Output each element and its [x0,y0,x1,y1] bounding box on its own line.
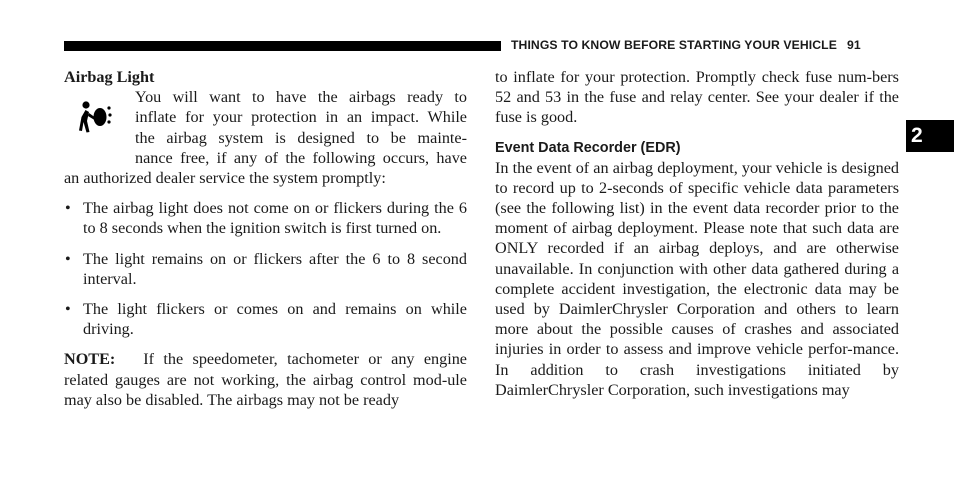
list-item: • The light remains on or flickers after the 6 to 8 second interval. [65,249,467,288]
right-column [495,67,899,400]
note-text: If the speedometer, tachometer or any engine related gauges are not working, the airbag control mod-ule may also be disabled. The airbags may not be ready [64,350,467,409]
list-item: • The airbag light does not come on or flickers during the 6 to 8 seconds when the ignition switch is first turned on. [65,199,467,238]
note-paragraph [64,349,467,410]
intro-line: the airbag system is designed to be mainte- [135,128,467,147]
airbag-conditions-list [64,198,467,339]
intro-line: You will want to have the airbags ready to [135,88,467,107]
continuation-paragraph: to inflate for your protection. Promptly check fuse num-bers 52 and 53 in the fuse and relay center. See your dealer if the fuse is good. [495,68,899,127]
bullet-icon: • [65,199,71,218]
header-rule [64,41,501,51]
left-column [64,67,467,410]
header-title: THINGS TO KNOW BEFORE STARTING YOUR VEHICLE [511,38,837,52]
edr-heading: Event Data Recorder (EDR) [495,139,681,156]
list-item: • The light flickers or comes on and remains on while driving. [65,300,467,339]
chapter-tab[interactable]: 2 [906,120,954,152]
edr-paragraph: In the event of an airbag deployment, your vehicle is designed to record up to 2-seconds of specific vehicle data parameters (see the following list) in the event data recorder prior to the moment of airbag deployment. Please note that such data are ONLY recorded if an airbag deploys, and are otherwise unavailable. In conjunction with other data gathered during a complete accident investigation, the electronic data may be used by DaimlerChrysler Corporation and others to learn more about the possible causes of crashes and associated injuries in order to assess and improve vehicle perfor-mance. In addition to crash investigations initiated by DaimlerChrysler Corporation, such investigations may [495,158,899,399]
running-header [511,38,901,52]
intro-tail: an authorized dealer service the system promptly: [64,169,386,188]
intro-line: inflate for your protection in an impact. While [135,108,467,127]
page-number: 91 [846,38,861,52]
note-label: NOTE: [64,350,116,369]
airbag-intro [64,87,467,188]
bullet-icon: • [65,249,71,268]
bullet-icon: • [65,300,71,319]
intro-line: nance free, if any of the following occurs, have [135,148,467,167]
airbag-warning-icon [76,99,114,137]
airbag-light-heading: Airbag Light [64,68,155,86]
airbag-intro-wrapped [64,87,467,168]
